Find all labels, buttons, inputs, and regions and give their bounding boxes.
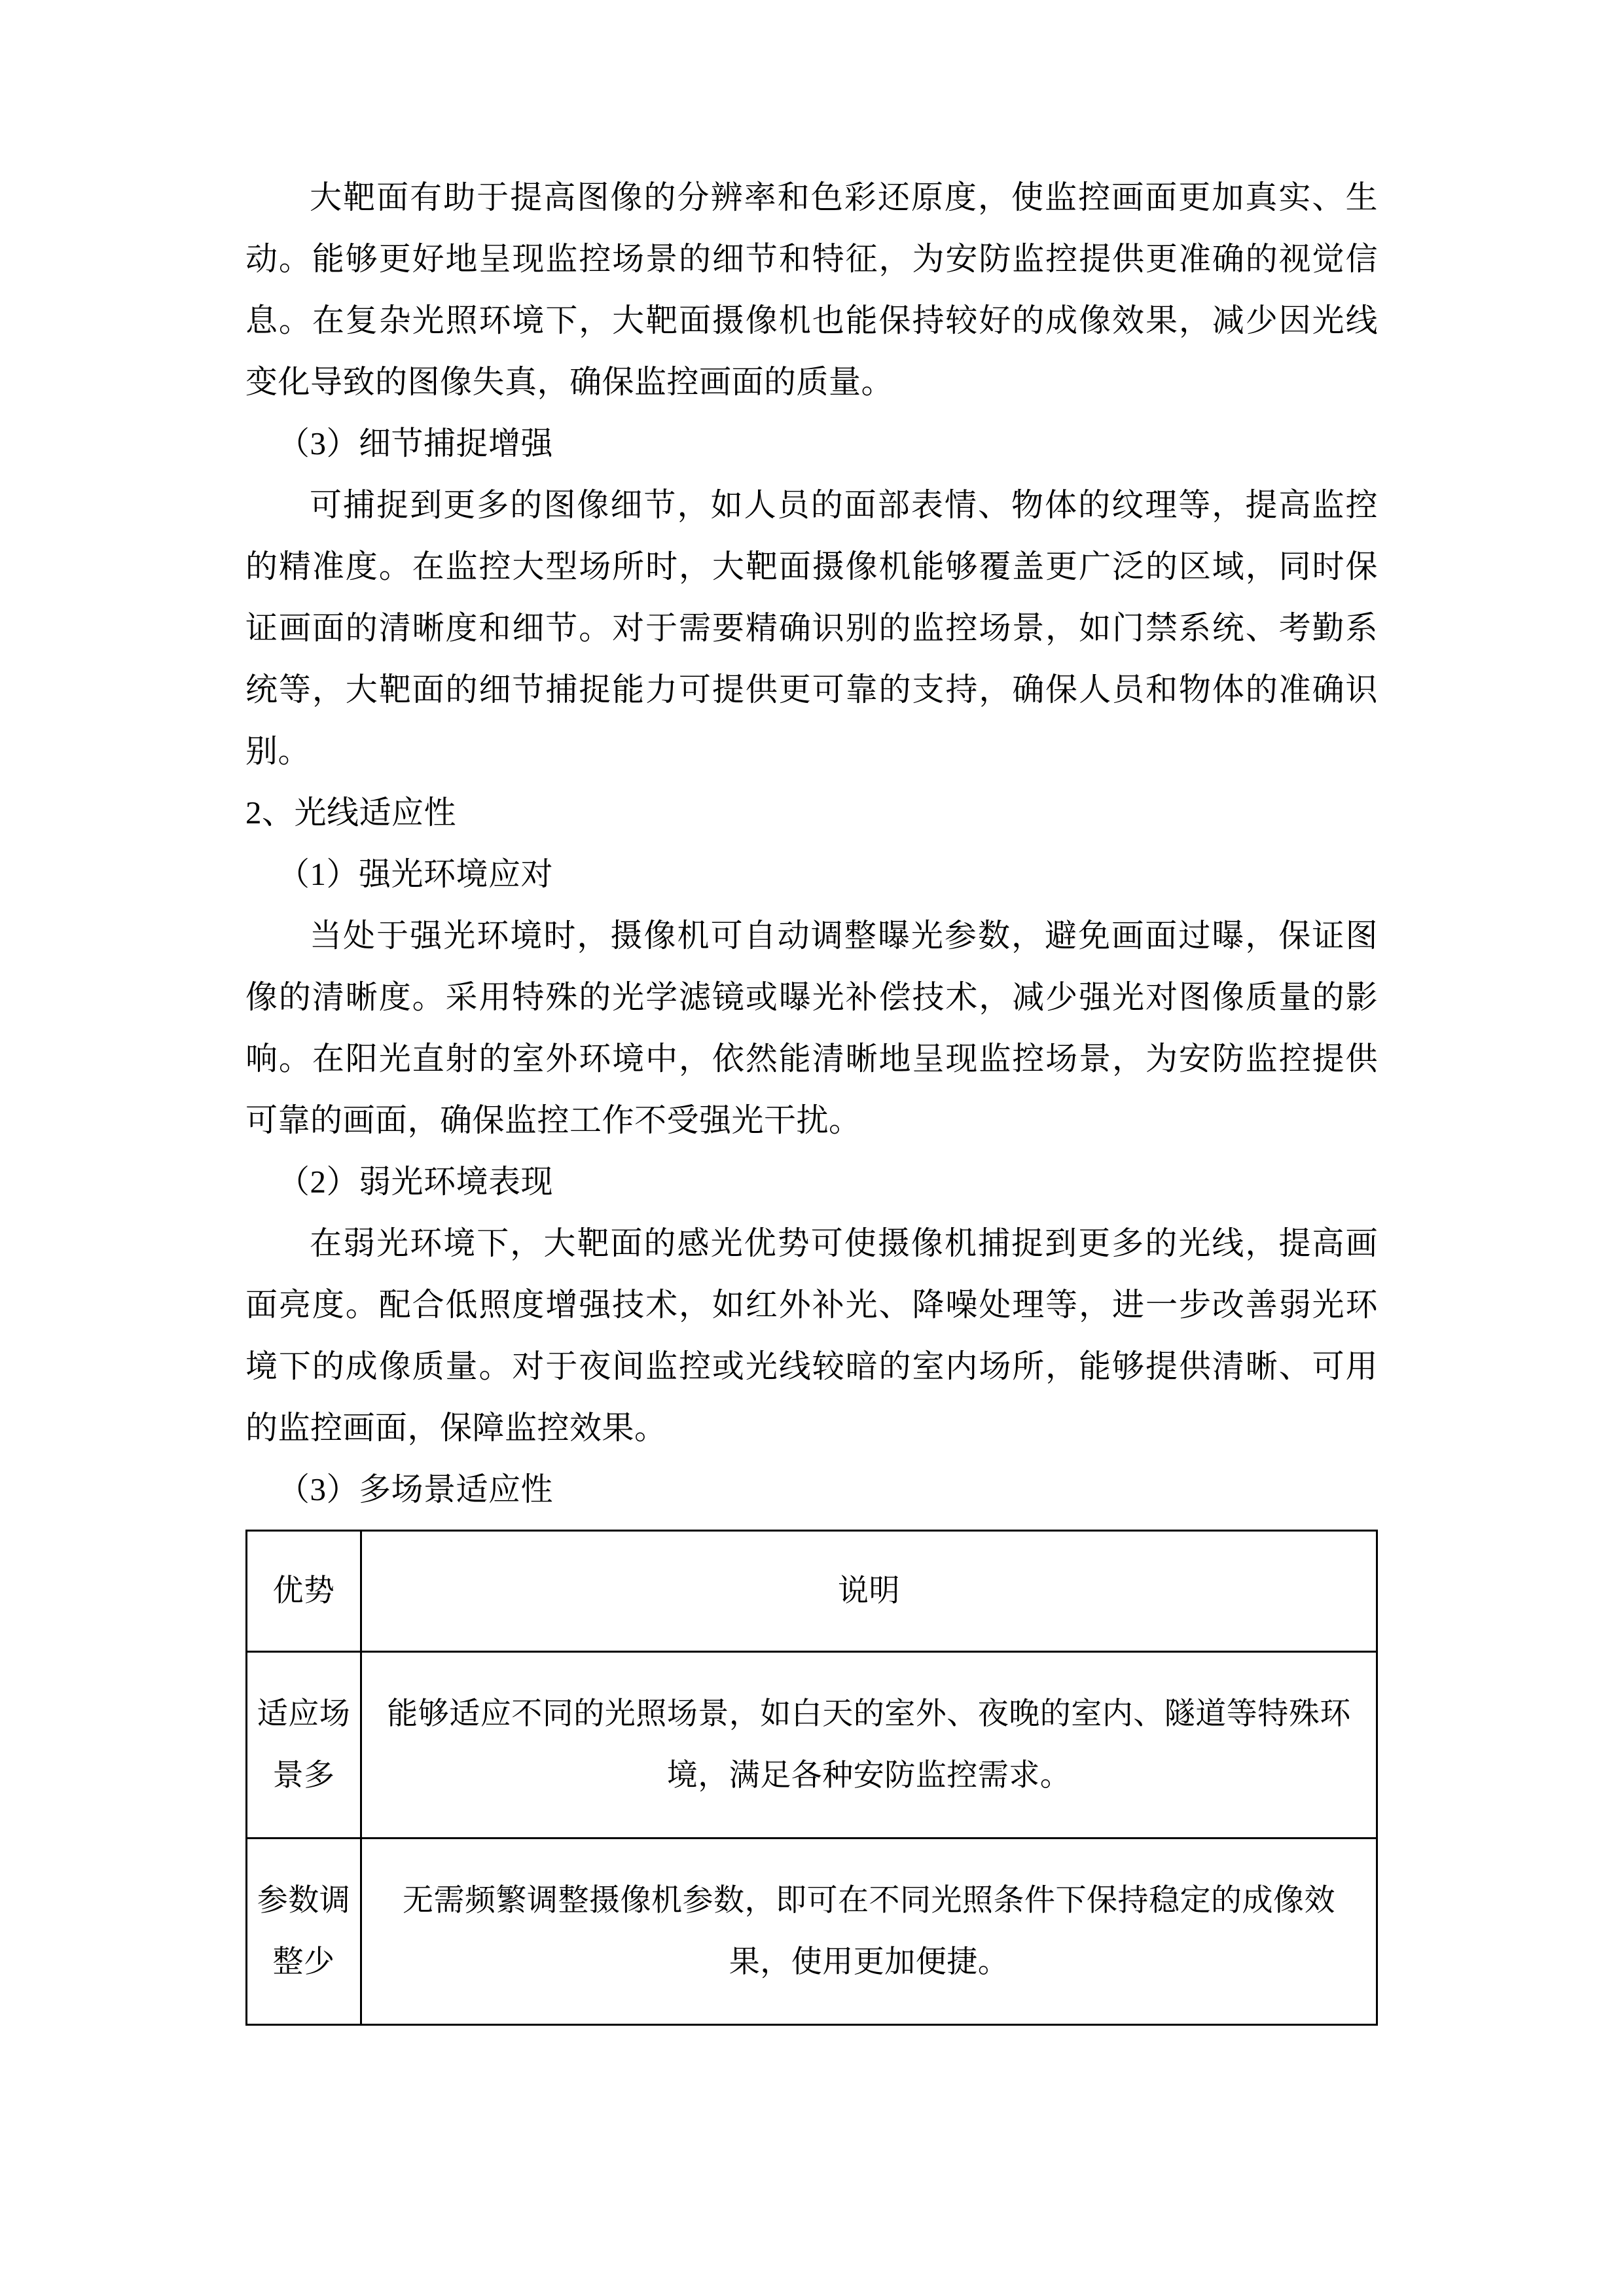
table-header-description (361, 1531, 1377, 1652)
table-cell-advantage-text: 参数调整少 (257, 1884, 351, 1979)
paragraph-large-sensor: 大靶面有助于提高图像的分辨率和色彩还原度，使监控画面更加真实、生动。能够更好地呈现监控场景的细节和特征，为安防监控提供更准确的视觉信息。在复杂光照环境下，大靶面摄像机也能保持较好的成像效果，减少因光线变化导致的图像失真，确保监控画面的质量。 (245, 179, 1378, 400)
paragraph-strong-light: 当处于强光环境时，摄像机可自动调整曝光参数，避免画面过曝，保证图像的清晰度。采用特殊的光学滤镜或曝光补偿技术，减少强光对图像质量的影响。在阳光直射的室外环境中，依然能清晰地呈现监控场景，为安防监控提供可靠的画面，确保监控工作不受强光干扰。 (245, 918, 1378, 1138)
heading-light-adaptability: 2、光线适应性 (245, 795, 457, 831)
heading-multi-scene: （3）多场景适应性 (278, 1471, 554, 1507)
table-cell-advantage-text: 适应场景多 (257, 1697, 351, 1793)
table-cell-description (361, 1839, 1377, 2025)
table-header-advantage-label: 优势 (272, 1574, 335, 1608)
paragraph-detail-capture: 可捕捉到更多的图像细节，如人员的面部表情、物体的纹理等，提高监控的精准度。在监控大型场所时，大靶面摄像机能够覆盖更广泛的区域，同时保证画面的清晰度和细节。对于需要精确识别的监控场景，如门禁系统、考勤系统等，大靶面的细节捕捉能力可提供更可靠的支持，确保人员和物体的准确识别。 (245, 487, 1378, 769)
paragraph-low-light: 在弱光环境下，大靶面的感光优势可使摄像机捕捉到更多的光线，提高画面亮度。配合低照度增强技术，如红外补光、降噪处理等，进一步改善弱光环境下的成像质量。对于夜间监控或光线较暗的室内场所，能够提供清晰、可用的监控画面，保障监控效果。 (245, 1225, 1378, 1446)
table-header-description-label: 说明 (838, 1574, 900, 1608)
table-cell-description-text: 无需频繁调整摄像机参数，即可在不同光照条件下保持稳定的成像效果，使用更加便捷。 (403, 1884, 1335, 1979)
table-header-advantage (247, 1531, 361, 1652)
table-cell-advantage (247, 1839, 361, 2025)
page-content (245, 167, 1378, 2026)
table-row (247, 1839, 1377, 2025)
table-row (247, 1652, 1377, 1839)
table-cell-description-text: 能够适应不同的光照场景，如白天的室外、夜晚的室内、隧道等特殊环境，满足各种安防监控需求。 (387, 1697, 1351, 1793)
heading-detail-capture: （3）细节捕捉增强 (278, 425, 554, 461)
table-cell-advantage (247, 1652, 361, 1839)
heading-strong-light: （1）强光环境应对 (278, 856, 554, 892)
table-header-row (247, 1531, 1377, 1652)
table-cell-description (361, 1652, 1377, 1839)
multi-scene-table (245, 1530, 1378, 2026)
heading-low-light: （2）弱光环境表现 (278, 1164, 554, 1200)
